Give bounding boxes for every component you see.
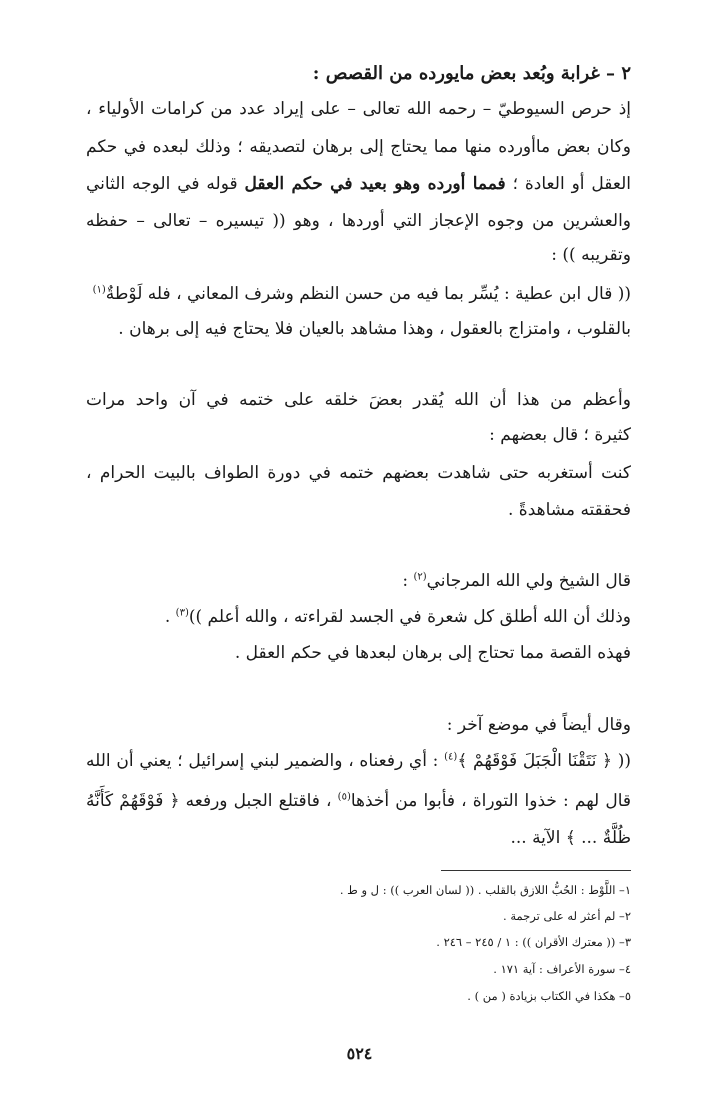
quote-1-line-2: بالقلوب ، وامتزاج بالعقول ، وهذا مشاهد بالعيان فلا يحتاج فيه إلى برهان . — [118, 319, 631, 339]
paragraph-3-line-2 — [86, 605, 631, 629]
paragraph-1-line-3 — [86, 172, 631, 196]
paragraph-1-line-5: وتقريبه )) : — [551, 245, 631, 265]
paragraph-4-line-3-start: قال لهم : خذوا التوراة ، فأبوا من أخذها — [350, 791, 632, 811]
paragraph-1-line-1: إذ حرص السيوطيّ – رحمه الله تعالى – على إيراد عدد من كرامات الأولياء ، — [86, 99, 631, 119]
footnote-ref-2: (٢) — [413, 571, 427, 583]
paragraph-3-line-1-text: قال الشيخ ولي الله المرجاني — [426, 571, 631, 591]
footnote-ref-3: (٣) — [175, 607, 189, 619]
paragraph-4-line-2-end: : أي رفعناه ، والضمير لبني إسرائيل ؛ يعني أن الله — [86, 751, 445, 771]
paragraph-1-line-3-end: قوله في الوجه الثاني — [86, 174, 238, 194]
footnote-5: ٥– هكذا في الكتاب بزيادة ( من ) . — [467, 989, 631, 1003]
footnote-ref-5: (٥) — [337, 791, 351, 803]
quran-verse-1: (( ﴿ نَتَقْنَا الْجَبَلَ فَوْقَهُمْ ﴾ — [457, 751, 631, 771]
page-number: ٥٢٤ — [346, 1044, 373, 1063]
paragraph-2-line-3: كنت أستغربه حتى شاهدت بعضهم ختمه في دورة الطواف بالبيت الحرام ، — [86, 463, 631, 483]
paragraph-2-line-4: فحققته مشاهدةً . — [507, 500, 631, 520]
paragraph-4-line-1: وقال أيضاً في موضع آخر : — [446, 715, 631, 735]
paragraph-3-line-2-text: وذلك أن الله أطلق كل شعرة في الجسد لقراءته ، والله أعلم )) — [188, 607, 631, 627]
paragraph-3-line-2-end: . — [164, 607, 176, 627]
paragraph-3-line-3: فهذه القصة مما تحتاج إلى برهان لبعدها في حكم العقل . — [234, 643, 631, 663]
paragraph-4-line-4: ظُلَّةٌ ... ﴾ الآية ... — [510, 828, 631, 848]
paragraph-1-line-3-start: العقل أو العادة ؛ — [512, 174, 631, 194]
footnote-ref-4: (٤) — [444, 751, 458, 763]
paragraph-4-line-2 — [86, 749, 631, 773]
paragraph-1-line-4: والعشرين من وجوه الإعجاز التي أوردها ، وهو (( تيسيره – تعالى – حفظه — [86, 211, 631, 231]
footnote-4: ٤– سورة الأعراف : آية ١٧١ . — [493, 962, 631, 976]
paragraph-1-line-2: وكان بعض ماأورده منها مما يحتاج إلى برهان لتصديقه ؛ وذلك لبعده في حكم — [86, 137, 631, 157]
quote-1-line-1-text: (( قال ابن عطية : يُسِّر بما فيه من حسن النظم وشرف المعاني ، فله لَوْطةٌ — [105, 284, 631, 304]
footnote-1: ١– اللَّوْط : الحُبُّ اللازق بالقلب . (( لسان العرب )) : ل و ط . — [339, 883, 631, 897]
paragraph-3-line-1-end: : — [402, 571, 414, 591]
paragraph-3-line-1 — [86, 569, 631, 593]
paragraph-4-line-3-end: ، فاقتلع الجبل ورفعه ﴿ فَوْقَهُمْ كَأَنَّهُ — [86, 791, 338, 811]
footnote-2: ٢– لم أعثر له على ترجمة . — [503, 909, 631, 923]
footnote-ref-1: (١) — [92, 284, 106, 296]
paragraph-2-line-1: وأعظم من هذا أن الله يُقدر بعضَ خلقه على ختمه في آن واحد مرات — [86, 390, 631, 410]
section-heading-text: ٢ – غرابة وبُعد بعض مايورده من القصص : — [312, 63, 631, 84]
footnote-separator — [441, 870, 631, 871]
footnote-3: ٣– (( معترك الأقران )) : ١ / ٢٤٥ – ٢٤٦ . — [436, 935, 631, 949]
paragraph-2-line-2: كثيرة ؛ قال بعضهم : — [489, 425, 631, 445]
quote-1-line-1 — [86, 282, 631, 306]
paragraph-1-bold-phrase: فمما أورده وهو بعيد في حكم العقل — [244, 174, 506, 194]
paragraph-4-line-3 — [86, 789, 631, 813]
section-heading — [86, 62, 631, 86]
